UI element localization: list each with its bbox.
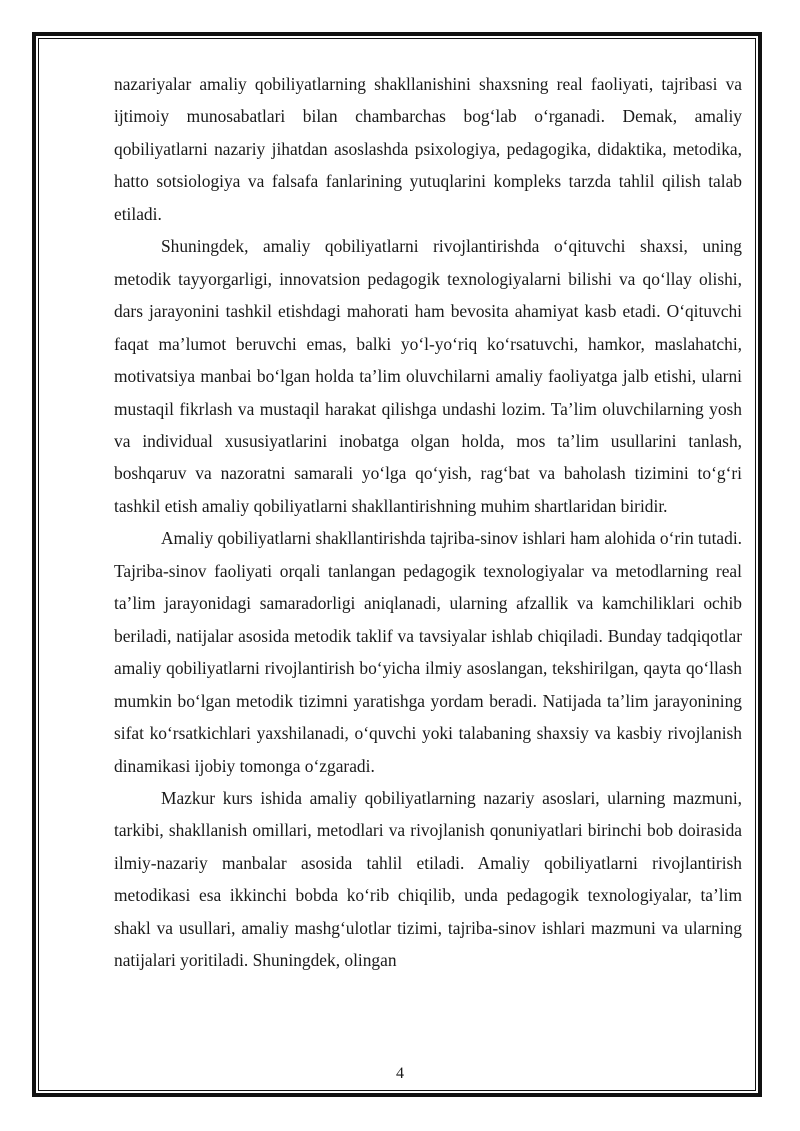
paragraph-2: Shuningdek, amaliy qobiliyatlarni rivojlantirishda o‘qituvchi shaxsi, uning metodik tayyorgarligi, innovatsion pedagogik texnologiyalarni bilishi va qo‘llay olishi, dars jarayonini tashkil etishdagi mahorati ham bevosita ahamiyat kasb etadi. O‘qituvchi faqat ma’lumot beruvchi emas, balki yo‘l-yo‘riq ko‘rsatuvchi, hamkor, maslahatchi, motivatsiya manbai bo‘lgan holda ta’lim oluvchilarni amaliy faoliyatga jalb etishi, ularni mustaqil fikrlash va mustaqil harakat qilishga undashi lozim. Ta’lim oluvchilarning yosh va individual xususiyatlarini inobatga olgan holda, mos ta’lim usullarini tanlash, boshqaruv va nazoratni samarali yo‘lga qo‘yish, rag‘bat va baholash tizimini to‘g‘ri tashkil etish amaliy qobiliyatlarni shakllantirishning muhim shartlaridan biridir.: [114, 236, 742, 516]
paragraph-4: Mazkur kurs ishida amaliy qobiliyatlarning nazariy asoslari, ularning mazmuni, tarkibi, shakllanish omillari, metodlari va rivojlanish qonuniyatlari birinchi bob doirasida ilmiy-nazariy manbalar asosida tahlil etiladi. Amaliy qobiliyatlarni rivojlantirish metodikasi esa ikkinchi bobda ko‘rib chiqilib, unda pedagogik texnologiyalar, ta’lim shakl va usullari, amaliy mashg‘ulotlar tizimi, tajriba-sinov ishlari mazmuni va ularning natijalari yoritiladi. Shuningdek, olingan: [114, 787, 742, 971]
paragraph-1: nazariyalar amaliy qobiliyatlarning shakllanishini shaxsning real faoliyati, tajribasi va ijtimoiy munosabatlari bilan chambarchas bog‘lab o‘rganadi. Demak, amaliy qobiliyatlarni nazariy jihatdan asoslashda psixologiya, pedagogika, didaktika, metodika, hatto sotsiologiya va falsafa fanlarining yutuqlarini kompleks tarzda tahlil qilish talab etiladi.: [114, 74, 742, 224]
paragraph-3: Amaliy qobiliyatlarni shakllantirishda tajriba-sinov ishlari ham alohida o‘rin tutadi. Tajriba-sinov faoliyati orqali tanlangan pedagogik texnologiyalar va metodlarning real ta’lim jarayonidagi samaradorligi aniqlanadi, ularning afzallik va kamchiliklari ochib beriladi, natijalar asosida metodik taklif va tavsiyalar ishlab chiqiladi. Bunday tadqiqotlar amaliy qobiliyatlarni rivojlantirish bo‘yicha ilmiy asoslangan, tekshirilgan, qayta qo‘llash mumkin bo‘lgan metodik tizimni yaratishga yordam beradi. Natijada ta’lim jarayonining sifat ko‘rsatkichlari yaxshilanadi, o‘quvchi yoki talabaning shaxsiy va kasbiy rivojlanish dinamikasi ijobiy tomonga o‘zgaradi.: [114, 528, 743, 776]
page-number: 4: [396, 1065, 404, 1082]
document-body: [114, 68, 742, 977]
